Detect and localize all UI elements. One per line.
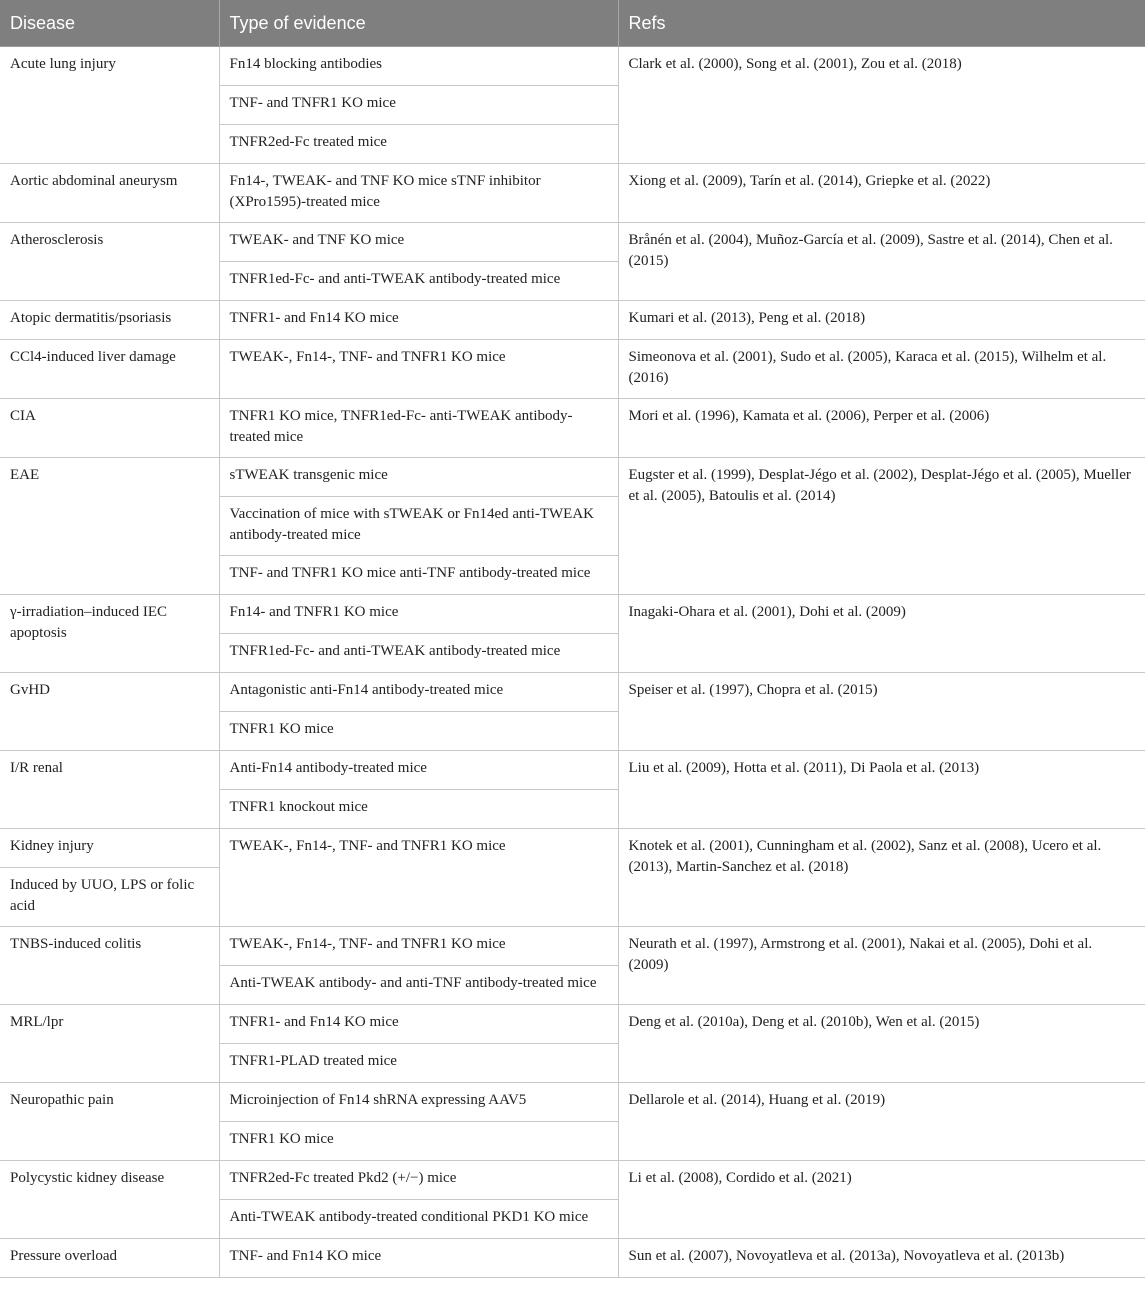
table-cell: EAE [0, 458, 219, 595]
table-cell: Brånén et al. (2004), Muñoz-García et al. (2009), Sastre et al. (2014), Chen et al. (2015) [618, 223, 1145, 301]
table-cell: Simeonova et al. (2001), Sudo et al. (2005), Karaca et al. (2015), Wilhelm et al. (2016) [618, 340, 1145, 399]
table-cell: TWEAK-, Fn14-, TNF- and TNFR1 KO mice [219, 829, 618, 927]
table-cell: TNFR2ed-Fc treated Pkd2 (+/−) mice [219, 1161, 618, 1200]
table-cell: TNFR1- and Fn14 KO mice [219, 1005, 618, 1044]
table-cell: Induced by UUO, LPS or folic acid [0, 868, 219, 927]
table-cell: Anti-TWEAK antibody-treated conditional PKD1 KO mice [219, 1200, 618, 1239]
table-cell: TNFR2ed-Fc treated mice [219, 125, 618, 164]
table-cell: CIA [0, 399, 219, 458]
table-row [0, 340, 1145, 399]
table-cell: TNF- and TNFR1 KO mice [219, 86, 618, 125]
table-cell: Vaccination of mice with sTWEAK or Fn14ed anti-TWEAK antibody-treated mice [219, 497, 618, 556]
table-cell: GvHD [0, 673, 219, 751]
table-cell: Aortic abdominal aneurysm [0, 164, 219, 223]
table-cell: TNFR1-PLAD treated mice [219, 1044, 618, 1083]
header-disease: Disease [0, 0, 219, 47]
table-cell: Neuropathic pain [0, 1083, 219, 1161]
table-cell: TWEAK- and TNF KO mice [219, 223, 618, 262]
header-type-of-evidence: Type of evidence [219, 0, 618, 47]
table-cell: Antagonistic anti-Fn14 antibody-treated mice [219, 673, 618, 712]
table-cell: TWEAK-, Fn14-, TNF- and TNFR1 KO mice [219, 927, 618, 966]
table-cell: Polycystic kidney disease [0, 1161, 219, 1239]
table-cell: Dellarole et al. (2014), Huang et al. (2019) [618, 1083, 1145, 1161]
table-cell: Fn14 blocking antibodies [219, 47, 618, 86]
table-cell: Anti-TWEAK antibody- and anti-TNF antibody-treated mice [219, 966, 618, 1005]
table-cell: Microinjection of Fn14 shRNA expressing AAV5 [219, 1083, 618, 1122]
table-cell: Atopic dermatitis/psoriasis [0, 301, 219, 340]
table-cell: Knotek et al. (2001), Cunningham et al. (2002), Sanz et al. (2008), Ucero et al. (2013), Martin-Sanchez et al. (2018) [618, 829, 1145, 927]
table-cell: Sun et al. (2007), Novoyatleva et al. (2013a), Novoyatleva et al. (2013b) [618, 1239, 1145, 1278]
table-cell: Speiser et al. (1997), Chopra et al. (2015) [618, 673, 1145, 751]
table-row [0, 751, 1145, 790]
table-row [0, 164, 1145, 223]
table-cell: Pressure overload [0, 1239, 219, 1278]
table-cell: TNF- and Fn14 KO mice [219, 1239, 618, 1278]
table-header [0, 0, 1145, 47]
table-cell: Li et al. (2008), Cordido et al. (2021) [618, 1161, 1145, 1239]
table-cell: Kidney injury [0, 829, 219, 868]
table-row [0, 458, 1145, 497]
table-cell: Mori et al. (1996), Kamata et al. (2006), Perper et al. (2006) [618, 399, 1145, 458]
table-cell: Inagaki-Ohara et al. (2001), Dohi et al. (2009) [618, 595, 1145, 673]
table-row [0, 1005, 1145, 1044]
header-refs: Refs [618, 0, 1145, 47]
table-cell: Liu et al. (2009), Hotta et al. (2011), Di Paola et al. (2013) [618, 751, 1145, 829]
table-row [0, 595, 1145, 634]
table-cell: TNF- and TNFR1 KO mice anti-TNF antibody-treated mice [219, 556, 618, 595]
table-cell: Eugster et al. (1999), Desplat-Jégo et al. (2002), Desplat-Jégo et al. (2005), Mueller et al. (2005), Batoulis et al. (2014) [618, 458, 1145, 595]
table-body [0, 47, 1145, 1278]
table-row [0, 927, 1145, 966]
table-cell: Atherosclerosis [0, 223, 219, 301]
table-cell: Neurath et al. (1997), Armstrong et al. (2001), Nakai et al. (2005), Dohi et al. (2009) [618, 927, 1145, 1005]
table-cell: Fn14- and TNFR1 KO mice [219, 595, 618, 634]
table-cell: TNFR1 KO mice [219, 712, 618, 751]
table-row [0, 1083, 1145, 1122]
table-row [0, 1161, 1145, 1200]
table-cell: Acute lung injury [0, 47, 219, 164]
table-cell: Anti-Fn14 antibody-treated mice [219, 751, 618, 790]
table-cell: TNFR1ed-Fc- and anti-TWEAK antibody-treated mice [219, 262, 618, 301]
header-row [0, 0, 1145, 47]
table-row [0, 399, 1145, 458]
table-cell: TWEAK-, Fn14-, TNF- and TNFR1 KO mice [219, 340, 618, 399]
table-row [0, 301, 1145, 340]
table-cell: TNFR1- and Fn14 KO mice [219, 301, 618, 340]
table-row [0, 47, 1145, 86]
table-cell: TNBS-induced colitis [0, 927, 219, 1005]
table-row [0, 1239, 1145, 1278]
table-row [0, 223, 1145, 262]
table-cell: Kumari et al. (2013), Peng et al. (2018) [618, 301, 1145, 340]
table-cell: Xiong et al. (2009), Tarín et al. (2014), Griepke et al. (2022) [618, 164, 1145, 223]
table-cell: TNFR1 knockout mice [219, 790, 618, 829]
table-cell: γ-irradiation–induced IEC apoptosis [0, 595, 219, 673]
table-cell: TNFR1ed-Fc- and anti-TWEAK antibody-treated mice [219, 634, 618, 673]
table-cell: MRL/lpr [0, 1005, 219, 1083]
table-cell: Deng et al. (2010a), Deng et al. (2010b), Wen et al. (2015) [618, 1005, 1145, 1083]
table-cell: I/R renal [0, 751, 219, 829]
table-cell: TNFR1 KO mice [219, 1122, 618, 1161]
table-cell: Clark et al. (2000), Song et al. (2001), Zou et al. (2018) [618, 47, 1145, 164]
table-cell: TNFR1 KO mice, TNFR1ed-Fc- anti-TWEAK antibody-treated mice [219, 399, 618, 458]
table-cell: CCl4-induced liver damage [0, 340, 219, 399]
table-row [0, 829, 1145, 868]
table-row [0, 673, 1145, 712]
table-cell: sTWEAK transgenic mice [219, 458, 618, 497]
table-cell: Fn14-, TWEAK- and TNF KO mice sTNF inhibitor (XPro1595)-treated mice [219, 164, 618, 223]
